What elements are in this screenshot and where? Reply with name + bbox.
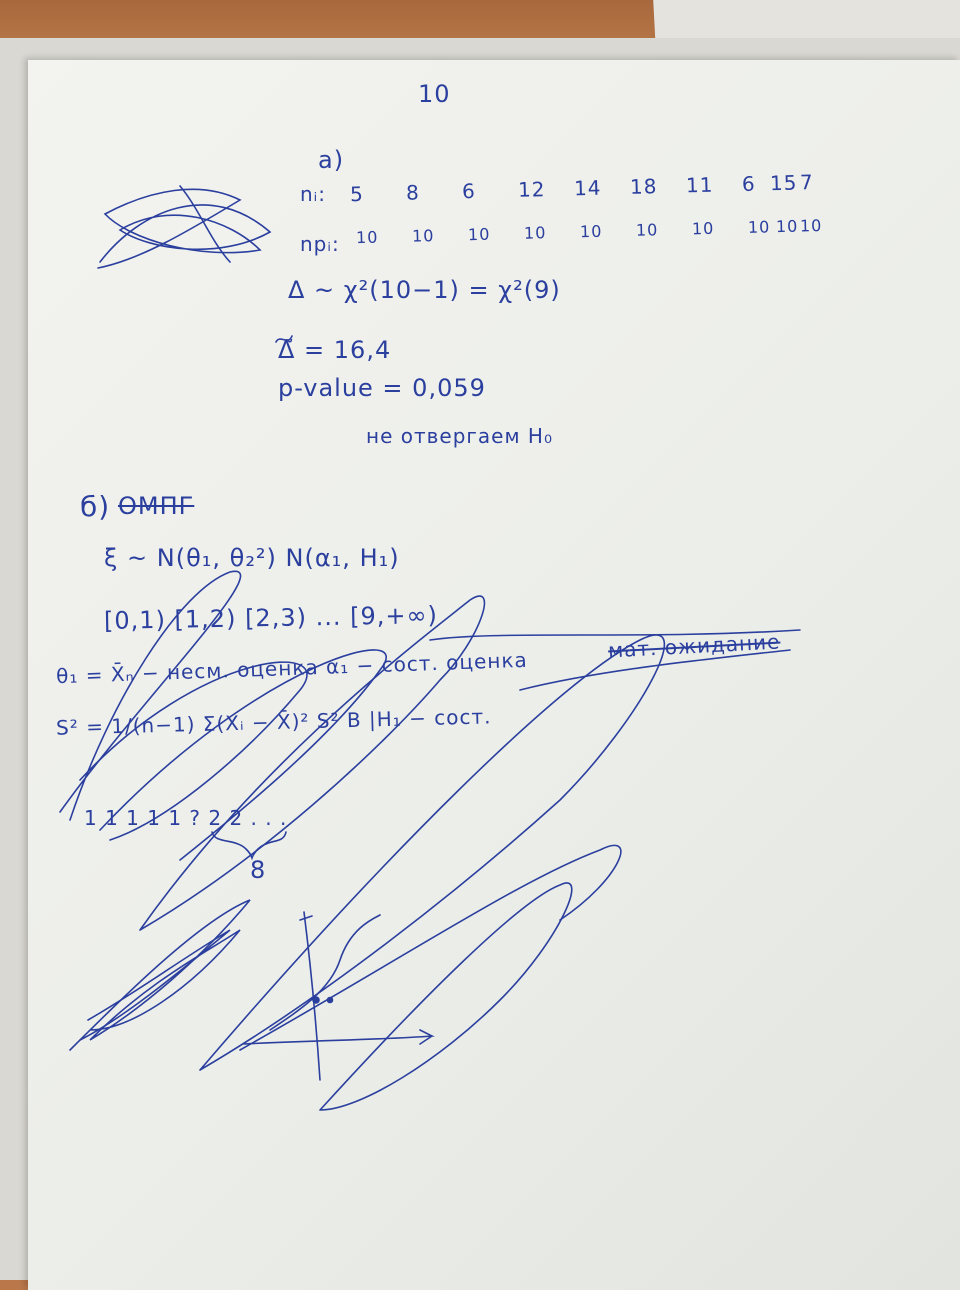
expected-count: 10 bbox=[799, 215, 823, 236]
observed-count: 14 bbox=[573, 175, 602, 201]
expected-count: 10 bbox=[523, 223, 547, 243]
expected-count: 10 bbox=[691, 218, 715, 239]
part-b-label: б) bbox=[80, 490, 111, 523]
value-sequence: 1 1 1 1 1 ? 2 2 . . . bbox=[84, 806, 288, 830]
observed-count: 6 bbox=[741, 171, 756, 196]
expected-count: 10 bbox=[467, 224, 491, 245]
expected-label: npᵢ: bbox=[300, 232, 340, 256]
observed-count: 8 bbox=[405, 180, 421, 205]
observed-count: 12 bbox=[517, 177, 546, 202]
observed-count: 11 bbox=[685, 172, 714, 198]
expected-count: 10 bbox=[747, 217, 771, 237]
estimate-variance: S² = 1/(n−1) Σ(Xᵢ − X̄)² S² B |H₁ − сост. bbox=[55, 704, 492, 740]
observed-count: 15 bbox=[769, 170, 798, 196]
observed-count: 5 bbox=[349, 181, 365, 207]
observed-count: 18 bbox=[629, 174, 658, 199]
observed-count: 7 bbox=[799, 170, 814, 195]
expected-count: 10 bbox=[579, 221, 603, 242]
conclusion: не отвергаем H₀ bbox=[366, 424, 553, 448]
expected-count: 10 bbox=[775, 216, 799, 237]
struck-heading: ОМПГ bbox=[118, 492, 195, 520]
page-number: 10 bbox=[418, 80, 451, 108]
part-a-label: а) bbox=[318, 146, 345, 174]
estimate-mean: θ₁ = X̄ₙ − несм. оценка α₁ − сост. оценка bbox=[55, 647, 529, 689]
struck-estimate-word: мат. ожидание bbox=[607, 629, 781, 663]
observed-label: nᵢ: bbox=[300, 182, 326, 206]
brace-count: 8 bbox=[250, 856, 267, 884]
expected-count: 10 bbox=[355, 227, 379, 248]
observed-count: 6 bbox=[461, 178, 477, 204]
grouping-intervals: [0,1) [1,2) [2,3) ... [9,+∞) bbox=[103, 601, 439, 635]
expected-count: 10 bbox=[411, 226, 435, 246]
test-statistic: Δ̃ = 16,4 bbox=[278, 336, 392, 364]
model-statement: ξ ~ N(θ₁, θ₂²) N(α₁, H₁) bbox=[104, 544, 400, 572]
test-distribution: Δ ~ χ²(10−1) = χ²(9) bbox=[288, 276, 561, 304]
p-value: p-value = 0,059 bbox=[278, 374, 486, 402]
expected-count: 10 bbox=[635, 220, 659, 240]
